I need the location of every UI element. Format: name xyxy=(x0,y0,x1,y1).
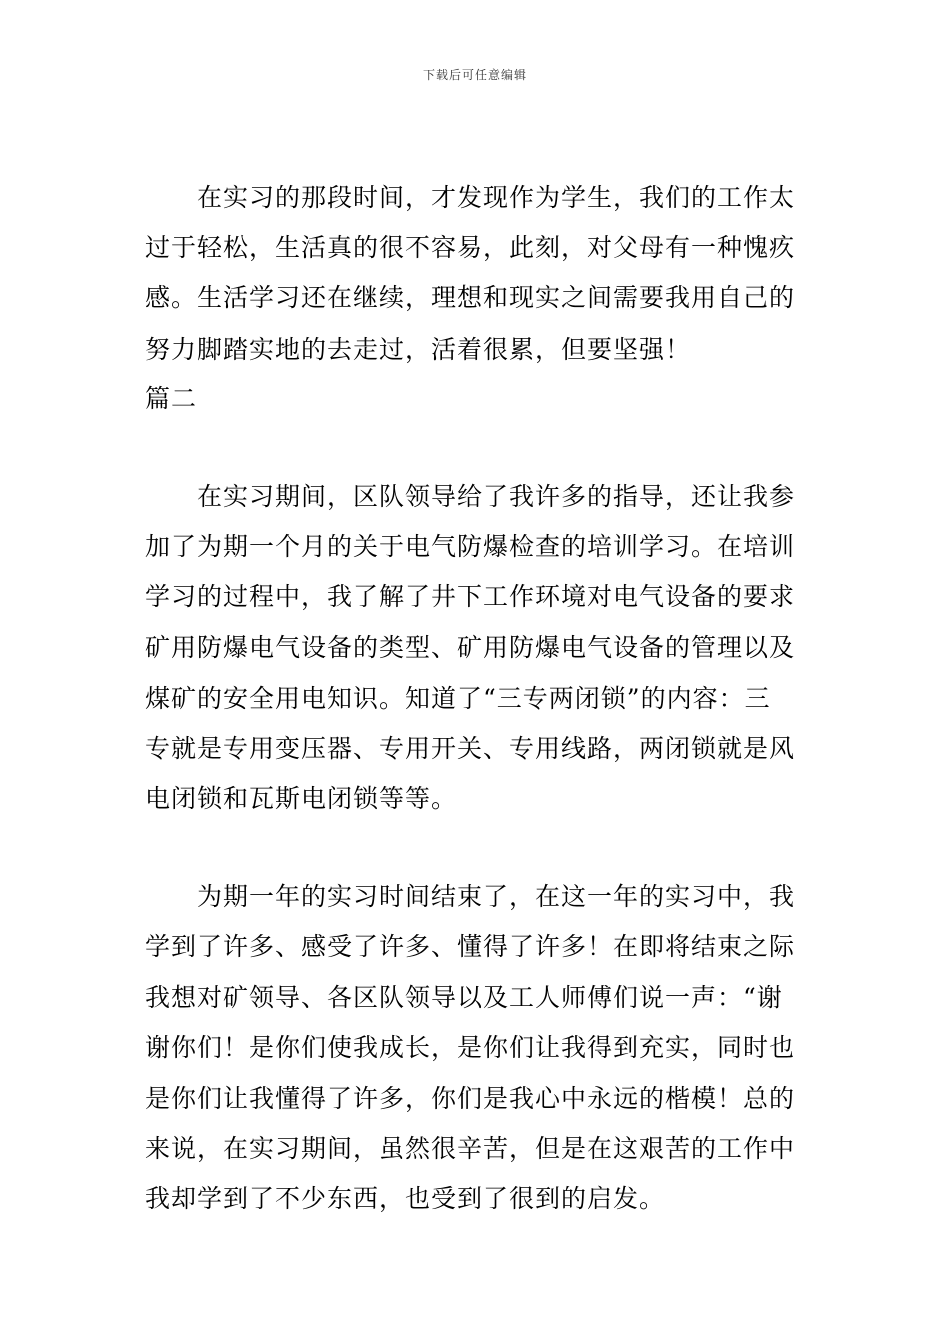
page-header-note: 下载后可任意编辑 xyxy=(422,68,527,82)
paragraph-line: 努力脚踏实地的去走过，活着很累，但要坚强！ xyxy=(145,335,692,364)
paragraph-line: 矿用防爆电气设备的类型、矿用防爆电气设备的管理以及 xyxy=(145,633,796,662)
paragraph-line: 专就是专用变压器、专用开关、专用线路，两闭锁就是风 xyxy=(145,734,796,763)
paragraph-line: 学到了许多、感受了许多、懂得了许多！在即将结束之际 xyxy=(145,932,796,961)
paragraph-line: 感。生活学习还在继续，理想和现实之间需要我用自己的 xyxy=(145,283,796,312)
paragraph-line: 我想对矿领导、各区队领导以及工人师傅们说一声：“谢 xyxy=(145,983,783,1012)
paragraph-line: 学习的过程中，我了解了井下工作环境对电气设备的要求 xyxy=(145,582,796,611)
paragraph-line: 过于轻松，生活真的很不容易，此刻，对父母有一种愧疚 xyxy=(145,233,796,262)
paragraph-line: 煤矿的安全用电知识。知道了“三专两闭锁”的内容：三 xyxy=(145,684,771,713)
paragraph-line: 为期一年的实习时间结束了，在这一年的实习中，我 xyxy=(145,882,796,911)
paragraph-line: 谢你们！是你们使我成长，是你们让我得到充实，同时也 xyxy=(145,1033,796,1062)
section-heading: 篇二 xyxy=(145,384,198,413)
paragraph-line: 来说，在实习期间，虽然很辛苦，但是在这艰苦的工作中 xyxy=(145,1134,796,1163)
paragraph-line: 我却学到了不少东西，也受到了很到的启发。 xyxy=(145,1184,666,1213)
paragraph-line: 是你们让我懂得了许多，你们是我心中永远的楷模！总的 xyxy=(145,1084,796,1113)
paragraph-line: 在实习的那段时间，才发现作为学生，我们的工作太 xyxy=(145,183,796,212)
paragraph-line: 在实习期间，区队领导给了我许多的指导，还让我参 xyxy=(145,482,796,511)
paragraph-line: 电闭锁和瓦斯电闭锁等等。 xyxy=(145,784,458,813)
paragraph-line: 加了为期一个月的关于电气防爆检查的培训学习。在培训 xyxy=(145,532,796,561)
